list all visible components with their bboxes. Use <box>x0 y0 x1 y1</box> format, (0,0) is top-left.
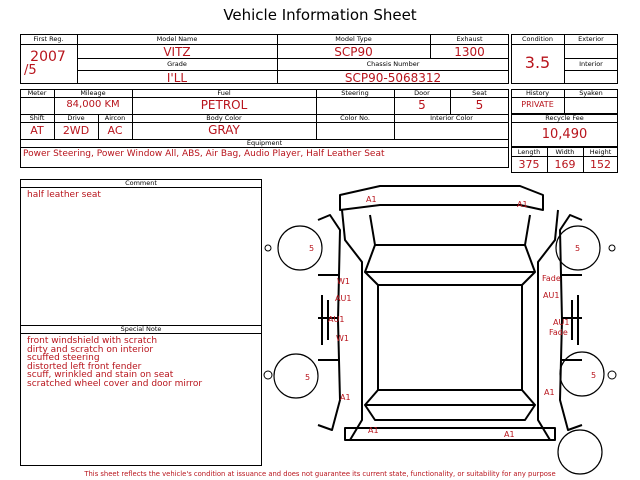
mileage-value: 84,000 KM <box>66 99 120 110</box>
disclaimer-footer: This sheet reflects the vehicle's condition at issuance and does not guarantee its current state, functionality, or suitability for any purpose <box>84 470 556 478</box>
interior-color-label: Interior Color <box>430 114 473 122</box>
condition-label: Condition <box>521 35 554 43</box>
damage-mark: 5 <box>575 244 581 253</box>
steering-label: Steering <box>341 89 369 97</box>
exhaust-label: Exhaust <box>456 35 483 43</box>
length-value: 375 <box>518 158 540 171</box>
exhaust-value: 1300 <box>454 45 485 59</box>
seat-label: Seat <box>472 89 487 97</box>
fuel-label: Fuel <box>217 89 231 97</box>
model-name-value: VITZ <box>163 45 191 59</box>
damage-mark: A1 <box>504 430 515 439</box>
damage-mark: AU1 <box>335 294 352 303</box>
first-reg-year: 2007 <box>30 49 66 65</box>
damage-mark: AU1 <box>543 291 560 300</box>
damage-mark: 5 <box>305 373 311 382</box>
damage-mark: 5 <box>591 371 597 380</box>
special-note-item: front windshield with scratch <box>27 336 158 346</box>
width-value: 169 <box>554 158 576 171</box>
special-note-label: Special Note <box>120 325 162 333</box>
grade-value: I'LL <box>166 71 188 85</box>
syaken-label: Syaken <box>579 89 603 97</box>
model-type-value: SCP90 <box>334 45 373 59</box>
damage-mark: A1 <box>368 426 379 435</box>
mileage-label: Mileage <box>80 89 106 97</box>
seat-value: 5 <box>475 98 484 112</box>
history-label: History <box>525 89 550 97</box>
recycle-fee-value: 10,490 <box>541 127 588 142</box>
grade-label: Grade <box>167 60 187 68</box>
fuel-value: PETROL <box>200 98 248 112</box>
chassis-number-value: SCP90-5068312 <box>344 71 442 85</box>
drive-label: Drive <box>67 114 85 122</box>
damage-mark: W1 <box>336 334 349 343</box>
damage-mark: A1 <box>366 195 377 204</box>
interior-label: Interior <box>579 60 603 68</box>
exterior-label: Exterior <box>578 35 604 43</box>
chassis-number-label: Chassis Number <box>366 60 420 68</box>
drive-value: 2WD <box>62 124 90 137</box>
width-label: Width <box>555 148 575 156</box>
model-name-label: Model Name <box>156 35 198 43</box>
damage-mark: W1 <box>337 277 350 286</box>
recycle-fee-label: Recycle Fee <box>545 114 584 122</box>
door-label: Door <box>414 89 430 97</box>
height-label: Height <box>589 148 612 156</box>
equipment-label: Equipment <box>246 139 283 147</box>
damage-mark: A1 <box>340 393 351 402</box>
body-color-value: GRAY <box>208 123 240 137</box>
first-reg-label: First Reg. <box>33 35 64 43</box>
first-reg-month: /5 <box>24 63 37 78</box>
history-value: PRIVATE <box>521 100 554 109</box>
damage-mark: Fade <box>549 328 568 337</box>
special-note-item: scuff, wrinkled and stain on seat <box>27 370 174 380</box>
shift-value: AT <box>30 124 44 137</box>
length-label: Length <box>517 148 541 156</box>
damage-mark: A1 <box>517 200 528 209</box>
comment-text: half leather seat <box>27 190 101 200</box>
meter-label: Meter <box>27 89 47 97</box>
special-note-item: scratched wheel cover and door mirror <box>27 378 203 389</box>
damage-mark: AU1 <box>553 318 570 327</box>
special-note-item: distorted left front fender <box>27 361 142 372</box>
page-title: Vehicle Information Sheet <box>223 6 417 24</box>
model-type-label: Model Type <box>335 35 372 43</box>
color-no-label: Color No. <box>340 114 370 122</box>
aircon-value: AC <box>107 124 123 137</box>
condition-value: 3.5 <box>524 53 551 72</box>
equipment-value: Power Steering, Power Window All, ABS, Air Bag, Audio Player, Half Leather Seat <box>23 149 385 159</box>
door-value: 5 <box>418 98 426 112</box>
damage-mark: AU1 <box>328 315 345 324</box>
damage-mark: A1 <box>544 388 555 397</box>
body-color-label: Body Color <box>206 114 242 122</box>
comment-label: Comment <box>125 179 157 187</box>
damage-mark: 5 <box>309 244 315 253</box>
special-note-item: scuffed steering <box>27 353 100 363</box>
height-value: 152 <box>590 158 611 171</box>
special-note-item: dirty and scratch on interior <box>27 344 154 355</box>
shift-label: Shift <box>29 114 45 122</box>
aircon-label: Aircon <box>104 114 126 122</box>
damage-mark: Fade <box>542 274 561 283</box>
